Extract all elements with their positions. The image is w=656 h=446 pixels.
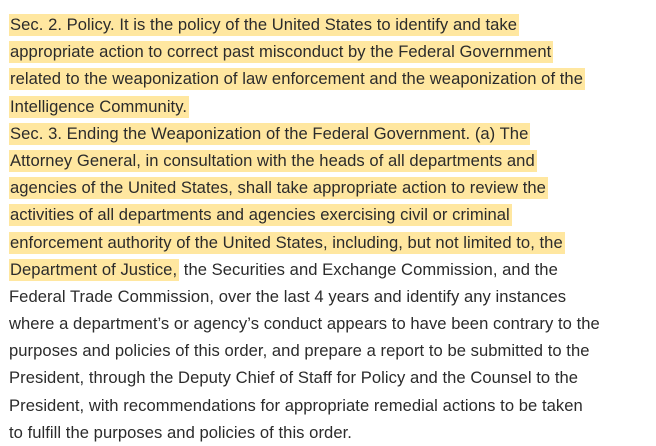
- highlighted-text: Intelligence Community.: [10, 96, 187, 116]
- text-line-12: [9, 310, 649, 337]
- plain-text: President, through the Deputy Chief of Staff for Policy and the Counsel to the: [9, 368, 579, 388]
- text-line-2: [9, 38, 649, 65]
- highlighted-text: activities of all departments and agencies exercising civil or criminal: [10, 205, 510, 225]
- highlighted-text: Attorney General, in consultation with the heads of all departments and: [10, 150, 535, 170]
- text-line-6: [9, 147, 649, 174]
- text-line-9: [9, 229, 649, 256]
- document-body: [9, 11, 649, 446]
- text-line-8: [9, 201, 649, 228]
- plain-text: to fulfill the purposes and policies of this order.: [9, 422, 352, 442]
- highlighted-text: appropriate action to correct past misconduct by the Federal Government: [10, 42, 552, 62]
- plain-text: the Securities and Exchange Commission, and the: [179, 259, 558, 279]
- highlighted-text: enforcement authority of the United States, including, but not limited to, the: [10, 232, 563, 252]
- highlighted-text: Department of Justice,: [10, 259, 178, 279]
- text-line-1: [9, 11, 649, 38]
- text-line-5: [9, 120, 649, 147]
- plain-text: President, with recommendations for appropriate remedial actions to be taken: [9, 395, 583, 415]
- plain-text: purposes and policies of this order, and prepare a report to be submitted to the: [9, 341, 590, 361]
- text-line-4: [9, 93, 649, 120]
- text-line-3: [9, 65, 649, 92]
- text-line-15: [9, 392, 649, 419]
- highlighted-text: related to the weaponization of law enforcement and the weaponization of the: [10, 69, 583, 89]
- plain-text: Federal Trade Commission, over the last 4 years and identify any instances: [9, 286, 567, 306]
- plain-text: where a department’s or agency’s conduct appears to have been contrary to the: [9, 314, 600, 334]
- highlighted-text: Sec. 2. Policy. It is the policy of the United States to identify and take: [10, 15, 518, 34]
- text-line-13: [9, 337, 649, 364]
- highlighted-text: agencies of the United States, shall take appropriate action to review the: [10, 178, 546, 198]
- text-line-7: [9, 174, 649, 201]
- text-line-16: [9, 419, 649, 446]
- highlighted-text: Sec. 3. Ending the Weaponization of the Federal Government. (a) The: [10, 123, 529, 143]
- text-line-14: [9, 364, 649, 391]
- text-line-11: [9, 283, 649, 310]
- text-line-10: [9, 256, 649, 283]
